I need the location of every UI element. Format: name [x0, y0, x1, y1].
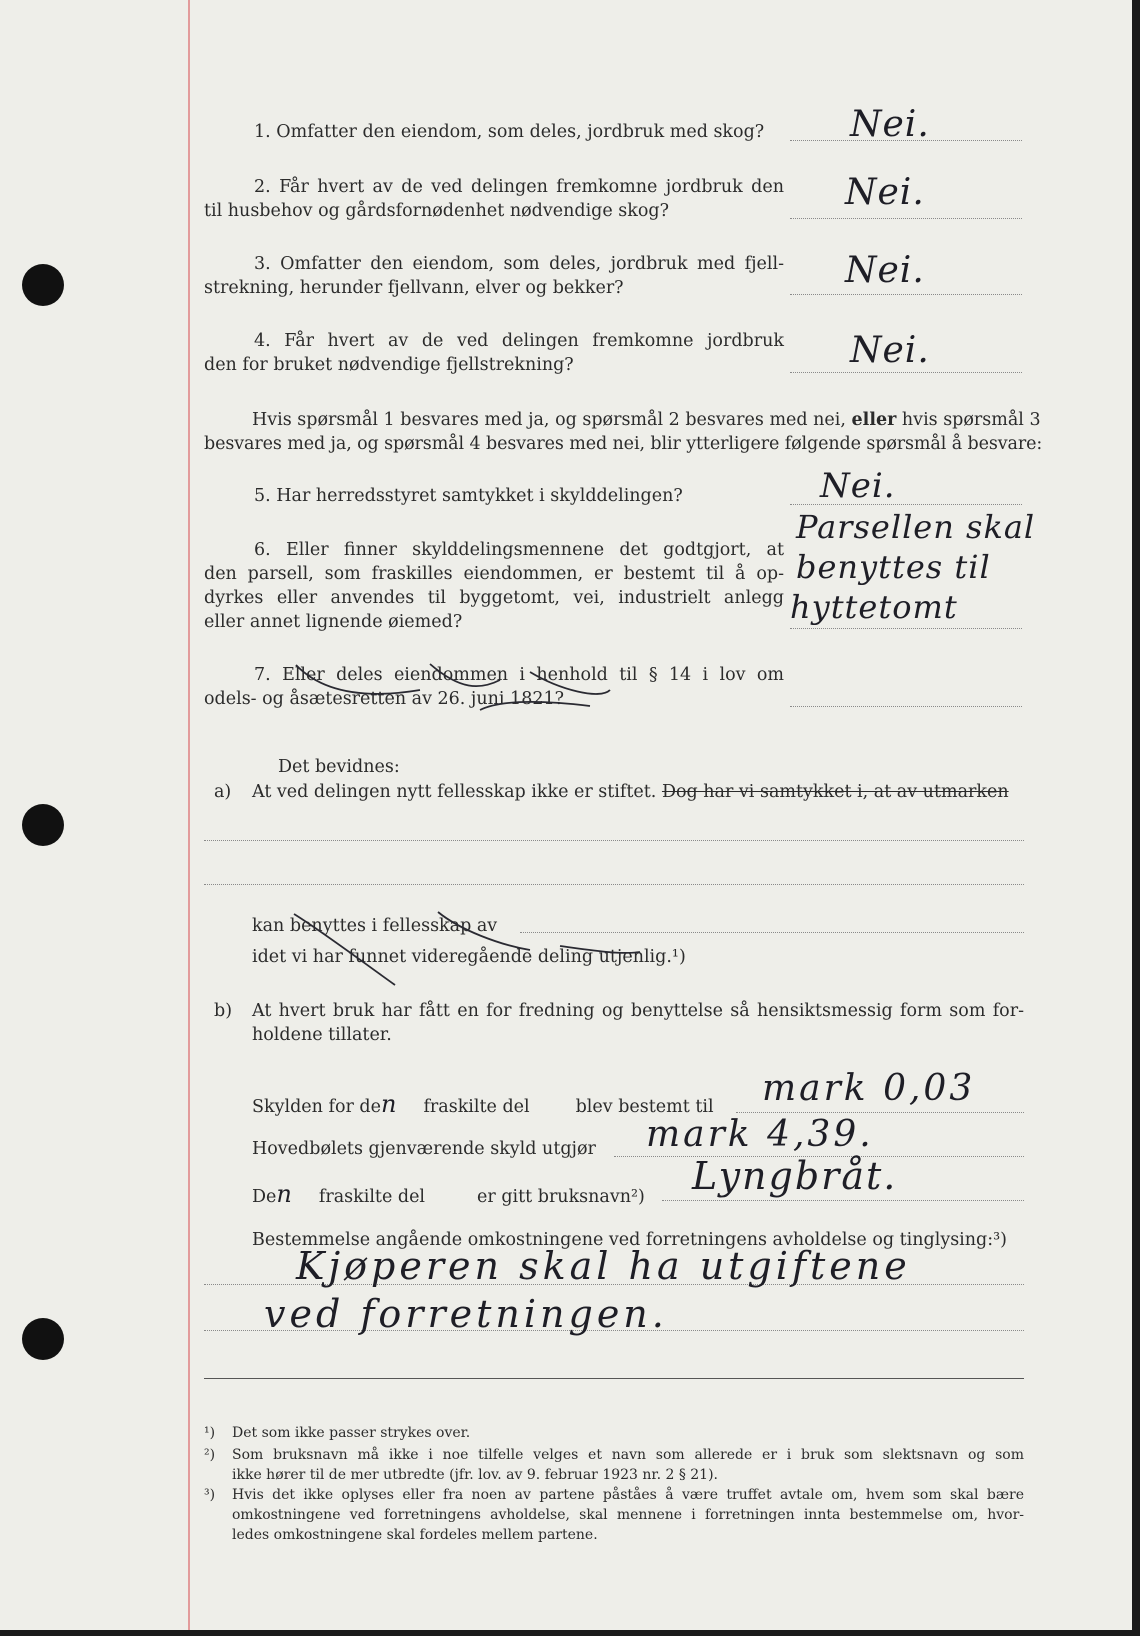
strike-mark [296, 664, 610, 710]
skyld-line1: Skylden for den fraskilte del blev bestemt til [252, 1090, 714, 1118]
handwritten-cost-line2: ved forretningen. [264, 1292, 668, 1336]
attest-a-line3: idet vi har funnet videregående deling utjenlig.¹) [252, 947, 686, 967]
handwritten-answer-2: Nei. [845, 172, 925, 213]
question-2-line1: 2. Får hvert av de ved delingen fremkomne jordbruk den [254, 177, 784, 197]
skyld-line3: Den fraskilte del er gitt bruksnavn²) [252, 1180, 645, 1208]
attest-a-line2: kan benyttes i fellesskap av [252, 916, 498, 936]
handwritten-answer-5: Nei. [820, 466, 896, 506]
question-2-line2: til husbehov og gårdsfornødenhet nødvendige skog? [204, 201, 669, 221]
condition-line1: Hvis spørsmål 1 besvares med ja, og spørsmål 2 besvares med nei, eller hvis spørsmål 3 [252, 410, 1041, 430]
attest-b-line1: At hvert bruk har fått en for fredning og benyttelse så hensiktsmessig form som for- [252, 1001, 1024, 1021]
handwritten-remaining-skyld: mark 4,39. [646, 1114, 874, 1155]
handwritten-answer-6a: Parsellen skal [796, 508, 1036, 546]
question-3-line2: strekning, herunder fjellvann, elver og bekker? [204, 278, 624, 298]
question-1: 1. Omfatter den eiendom, som deles, jordbruk med skog? [254, 122, 765, 142]
handwritten-answer-6c: hyttetomt [790, 588, 958, 626]
question-7-line2: odels- og åsætesretten av 26. juni 1821? [204, 689, 564, 709]
footnote-1-mark: ¹) [204, 1425, 216, 1441]
question-6-line3: dyrkes eller anvendes til byggetomt, vei, industrielt anlegg [204, 588, 784, 608]
footnote-2-line2: ikke hører til de mer utbredte (jfr. lov. av 9. februar 1923 nr. 2 § 21). [232, 1467, 719, 1483]
condition-line2: besvares med ja, og spørsmål 4 besvares med nei, blir ytterligere følgende spørsmål å besvare: [204, 434, 1043, 454]
footnote-2-line1: Som bruksnavn må ikke i noe tilfelle velges et navn som allerede er i bruk som slektsnavn og som [232, 1447, 1024, 1463]
handwritten-answer-3: Nei. [845, 250, 925, 291]
question-6-line1: 6. Eller finner skylddelingsmennene det godtgjort, at [254, 540, 784, 560]
footnote-3-line1: Hvis det ikke oplyses eller fra noen av partene påståes å være truffet avtale om, hvem som skal bære [232, 1487, 1024, 1503]
skyld-line2: Hovedbølets gjenværende skyld utgjør [252, 1139, 596, 1159]
attest-b-line2: holdene tillater. [252, 1025, 392, 1045]
question-6-line2: den parsell, som fraskilles eiendommen, er bestemt til å op- [204, 564, 784, 584]
question-4-line1: 4. Får hvert av de ved delingen fremkomne jordbruk [254, 331, 784, 351]
handwritten-skyld: mark 0,03 [762, 1068, 976, 1109]
question-3-line1: 3. Omfatter den eiendom, som deles, jordbruk med fjell- [254, 254, 784, 274]
handwritten-answer-1: Nei. [850, 104, 930, 145]
footnote-2-mark: ²) [204, 1447, 216, 1463]
footnote-1: Det som ikke passer strykes over. [232, 1425, 471, 1441]
handwritten-answer-4: Nei. [850, 330, 930, 371]
attest-a-line1: At ved delingen nytt fellesskap ikke er stiftet. Dog har vi samtykket i, at av utmarken [252, 782, 1009, 802]
attest-b-label: b) [214, 1001, 233, 1021]
footnote-3-line2: omkostningene ved forretningens avholdelse, skal mennene i forretningen innta bestemmelse om, hvor- [232, 1507, 1024, 1523]
question-6-line4: eller annet lignende øiemed? [204, 612, 463, 632]
footnote-3-line3: ledes omkostningene skal fordeles mellem partene. [232, 1527, 598, 1543]
skyld-line4: Bestemmelse angående omkostningene ved forretningens avholdelse og tinglysing:³) [252, 1230, 1007, 1250]
attest-heading: Det bevidnes: [278, 757, 400, 777]
handwritten-bruksnavn: Lyngbråt. [692, 1154, 898, 1198]
question-4-line2: den for bruket nødvendige fjellstrekning? [204, 355, 574, 375]
handwritten-cost-line1: Kjøperen skal ha utgiftene [296, 1244, 911, 1288]
footnote-3-mark: ³) [204, 1487, 216, 1503]
strike-mark [294, 912, 640, 985]
question-5: 5. Har herredsstyret samtykket i skylddelingen? [254, 486, 683, 506]
handwritten-answer-6b: benyttes til [796, 548, 991, 586]
attest-a-label: a) [214, 782, 232, 802]
question-7-line1: 7. Eller deles eiendommen i henhold til § 14 i lov om [254, 665, 784, 685]
